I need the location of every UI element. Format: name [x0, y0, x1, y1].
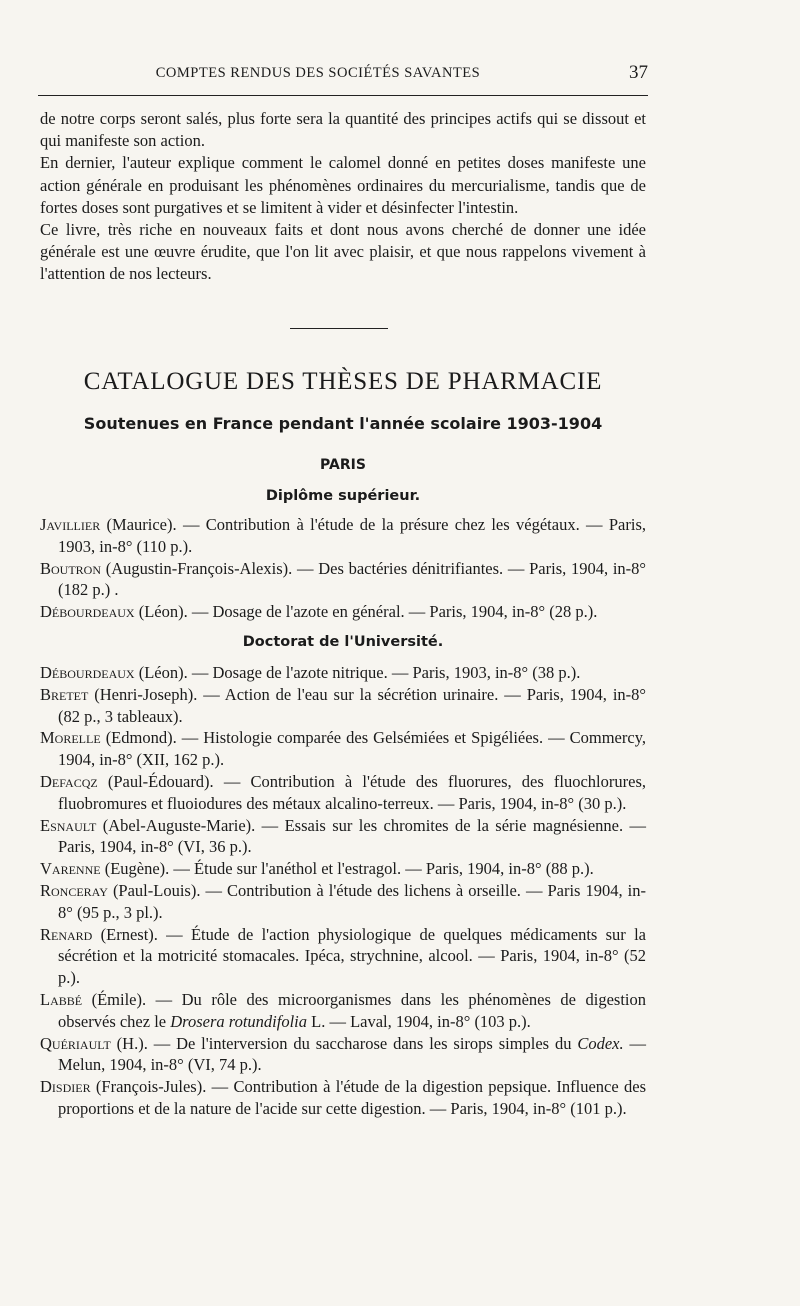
catalog-title: CATALOGUE DES THÈSES DE PHARMACIE [83, 368, 603, 395]
codex-title: Codex. [577, 1033, 624, 1053]
page-number: 37 [629, 62, 648, 83]
thesis-entry [40, 858, 646, 880]
thesis-details-end: — Melun, 1904, in-8° (VI, 74 p.). [58, 1033, 646, 1075]
thesis-entry [40, 815, 646, 859]
paragraph-conclusion: Ce livre, très riche en nouveaux faits et dont nous avons cherché de donner une idée générale est une œuvre érudite, que l'on lit avec plaisir, et que nous rappelons vivement à l'attention de nos lecteurs. [40, 220, 646, 284]
thesis-author: Débourdeaux [40, 663, 135, 682]
thesis-entry [40, 684, 646, 728]
doctorat-heading: Doctorat de l'Université. [242, 634, 444, 650]
thesis-entry [40, 880, 646, 924]
diplome-heading: Diplôme supérieur. [265, 488, 421, 504]
thesis-details: (Paul-Louis). — Contribution à l'étude des lichens à orseille. — Paris 1904, in-8° (95 p., 3 pl.). [58, 880, 646, 922]
header-rule [38, 95, 648, 96]
thesis-details: (Ernest). — Étude de l'action physiologique de quelques médicaments sur la sécrétion et la motricité stomacales. Ipéca, strychnine, alcool. — Paris, 1904, in-8° (52 p.). [58, 924, 646, 988]
thesis-details: (Henri-Joseph). — Action de l'eau sur la sécrétion urinaire. — Paris, 1904, in-8° (82 p., 3 tableaux). [58, 684, 646, 726]
section-divider [290, 328, 388, 329]
thesis-details: (Émile). — Du rôle des microorganismes dans les phénomènes de digestion observés chez le [58, 989, 646, 1031]
thesis-entry [40, 771, 646, 815]
species-name: Drosera rotundifolia [170, 1011, 307, 1031]
thesis-author: Defacqz [40, 771, 98, 791]
thesis-author: Morelle [40, 728, 101, 748]
thesis-entry [40, 727, 646, 771]
thesis-author: Bretet [40, 684, 89, 704]
thesis-details: (François-Jules). — Contribution à l'étude de la digestion pepsique. Influence des proportions et de la nature de l'acide sur cette digestion. — Paris, 1904, in-8° (101 p.). [58, 1077, 646, 1118]
thesis-details: (H.). — De l'interversion du saccharose dans les sirops simples du [110, 1033, 578, 1053]
thesis-details: (Léon). — Dosage de l'azote nitrique. — Paris, 1903, in-8° (38 p.). [134, 663, 581, 682]
thesis-entry [40, 662, 646, 684]
catalog-subtitle: Soutenues en France pendant l'année scolaire 1903-1904 [83, 414, 603, 433]
diplome-entries [40, 514, 646, 623]
paragraph-calomel: En dernier, l'auteur explique comment le calomel donné en petites doses manifeste une action générale en produisant les phénomènes ordinaires du mercurialisme, tandis que de fortes doses sont purgatives et se limitent à vider et désinfecter l'intestin. [40, 153, 646, 217]
thesis-author: Renard [40, 924, 93, 944]
thesis-details: (Léon). — Dosage de l'azote en général. — Paris, 1904, in-8° (28 p.). [134, 602, 598, 622]
thesis-details: (Eugène). — Étude sur l'anéthol et l'estragol. — Paris, 1904, in-8° (88 p.). [100, 859, 594, 879]
thesis-details-end: L. — Laval, 1904, in-8° (103 p.). [307, 1011, 531, 1031]
running-header [38, 62, 648, 86]
thesis-author: Débourdeaux [40, 602, 135, 622]
thesis-entry [40, 558, 646, 602]
thesis-author: Javillier [40, 515, 101, 534]
thesis-author: Ronceray [40, 880, 108, 900]
thesis-details: (Edmond). — Histologie comparée des Gelsémiées et Spigéliées. — Commercy, 1904, in-8° (XII, 162 p.). [58, 728, 646, 770]
running-title: COMPTES RENDUS DES SOCIÉTÉS SAVANTES [155, 65, 481, 81]
thesis-author: Varenne [40, 859, 101, 879]
doctorat-entries [40, 662, 646, 1120]
thesis-author: Labbé [40, 989, 83, 1009]
thesis-details: (Paul-Édouard). — Contribution à l'étude des fluorures, des fluochlorures, fluobromures et fluoiodures des métaux alcalino-terreux. — Paris, 1904, in-8° (30 p.). [58, 771, 646, 813]
thesis-entry [40, 1033, 646, 1077]
thesis-author: Quériault [40, 1033, 111, 1053]
thesis-entry [40, 601, 646, 623]
thesis-details: (Maurice). — Contribution à l'étude de la présure chez les végétaux. — Paris, 1903, in-8° (110 p.). [58, 515, 646, 556]
thesis-entry [40, 924, 646, 989]
intro-text [40, 108, 646, 286]
city-heading: PARIS [320, 457, 366, 473]
thesis-author: Disdier [40, 1077, 91, 1097]
thesis-author: Esnault [40, 815, 97, 835]
thesis-entry [40, 514, 646, 558]
thesis-details: (Augustin-François-Alexis). — Des bactéries dénitrifiantes. — Paris, 1904, in-8° (182 p.) . [58, 558, 646, 600]
paragraph-continuation: de notre corps seront salés, plus forte sera la quantité des principes actifs qui se dissout et qui manifeste son action. [40, 109, 646, 151]
thesis-entry [40, 989, 646, 1033]
thesis-details: (Abel-Auguste-Marie). — Essais sur les chromites de la série magnésienne. — Paris, 1904, in-8° (VI, 36 p.). [58, 815, 646, 857]
thesis-author: Boutron [40, 558, 102, 578]
thesis-entry [40, 1076, 646, 1120]
